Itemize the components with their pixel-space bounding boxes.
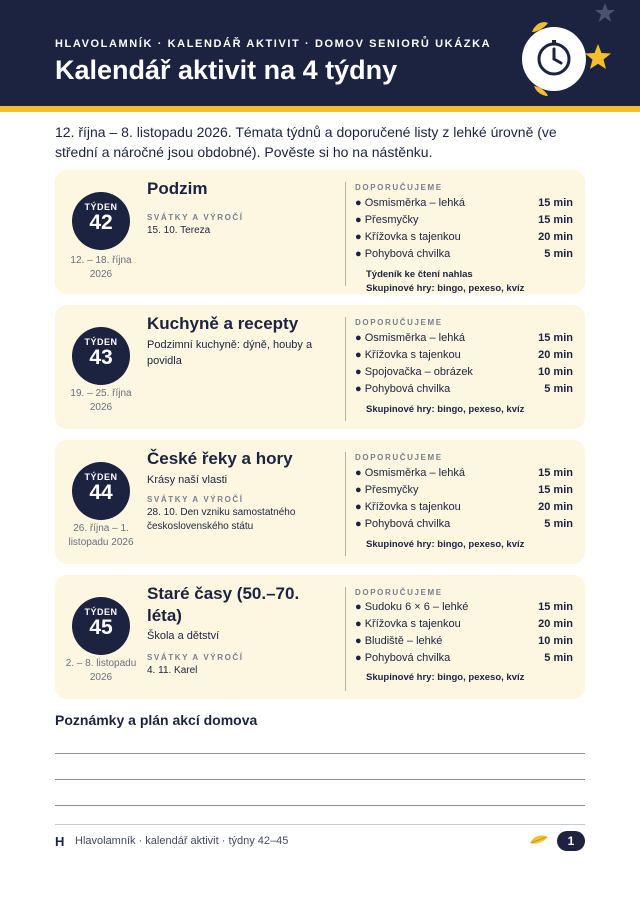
activity-minutes: 15 min bbox=[538, 197, 573, 209]
week-subtitle: Podzimní kuchyně: dýně, houby a povidla bbox=[147, 339, 313, 367]
week-badge bbox=[72, 192, 130, 250]
star-outline-icon bbox=[594, 2, 616, 24]
note-line bbox=[55, 779, 585, 780]
activity-name: ● Přesmyčky bbox=[355, 214, 419, 226]
week-label: TÝDEN bbox=[84, 337, 118, 347]
week-dates: 2. – 8. listopadu 2026 bbox=[65, 658, 137, 683]
activity-name: ● Křížovka s tajenkou bbox=[355, 501, 461, 513]
activity-minutes: 5 min bbox=[544, 518, 573, 530]
week-subtitle: Krásy naší vlasti bbox=[147, 474, 228, 486]
holidays-label: SVÁTKY A VÝROČÍ bbox=[147, 213, 244, 222]
holidays-label: SVÁTKY A VÝROČÍ bbox=[147, 495, 244, 504]
week-theme: Staré časy (50.–70. léta) bbox=[147, 584, 300, 625]
week-dates: 12. – 18. října 2026 bbox=[70, 255, 132, 280]
week-number: 45 bbox=[89, 616, 113, 639]
week-dates: 19. – 25. října 2026 bbox=[70, 388, 132, 413]
list-item bbox=[355, 499, 573, 516]
list-item bbox=[355, 599, 573, 616]
holidays-label: SVÁTKY A VÝROČÍ bbox=[147, 653, 244, 662]
week-number: 43 bbox=[89, 346, 113, 369]
list-item bbox=[355, 364, 573, 381]
note-line bbox=[55, 753, 585, 754]
group-games-note: Skupinové hry: bingo, pexeso, kvíz bbox=[366, 404, 525, 415]
activity-minutes: 15 min bbox=[538, 214, 573, 226]
page-header bbox=[0, 0, 640, 106]
activity-minutes: 20 min bbox=[538, 501, 573, 513]
activity-name: ● Křížovka s tajenkou bbox=[355, 349, 461, 361]
header-accent-stripe bbox=[0, 106, 640, 112]
holidays-text: 15. 10. Tereza bbox=[147, 225, 211, 236]
footer-logo: H bbox=[55, 834, 65, 849]
recommend-label: DOPORUČUJEME bbox=[355, 318, 443, 327]
activity-minutes: 5 min bbox=[544, 383, 573, 395]
holidays-text: 4. 11. Karel bbox=[147, 665, 198, 676]
card-divider bbox=[345, 317, 346, 421]
recommend-label: DOPORUČUJEME bbox=[355, 453, 443, 462]
activity-name: ● Sudoku 6 × 6 – lehké bbox=[355, 601, 469, 613]
intro-text: 12. října – 8. listopadu 2026. Témata týdnů a doporučené listy z lehké úrovně (ve střední a náročné jsou obdobné). Pověste si ho na nástěnku. bbox=[55, 124, 557, 160]
week-label: TÝDEN bbox=[84, 472, 118, 482]
week-label: TÝDEN bbox=[84, 202, 118, 212]
holidays-text: 28. 10. Den vzniku samostatného československého státu bbox=[147, 507, 296, 532]
activity-minutes: 15 min bbox=[538, 484, 573, 496]
activity-list bbox=[355, 599, 573, 667]
activity-minutes: 5 min bbox=[544, 652, 573, 664]
activity-name: ● Pohybová chvilka bbox=[355, 652, 451, 664]
week-number: 42 bbox=[89, 211, 113, 234]
activity-name: ● Spojovačka – obrázek bbox=[355, 366, 473, 378]
star-icon bbox=[583, 42, 613, 72]
footer-text: Hlavolamník · kalendář aktivit · týdny 42–45 bbox=[75, 835, 289, 847]
activity-minutes: 15 min bbox=[538, 332, 573, 344]
list-item bbox=[355, 482, 573, 499]
list-item bbox=[355, 650, 573, 667]
list-item bbox=[355, 633, 573, 650]
week-label: TÝDEN bbox=[84, 607, 118, 617]
list-item bbox=[355, 246, 573, 263]
group-games-note: Skupinové hry: bingo, pexeso, kvíz bbox=[366, 672, 525, 683]
reading-note: Týdeník ke čtení nahlas bbox=[366, 269, 473, 280]
page-title: Kalendář aktivit na 4 týdny bbox=[55, 55, 398, 85]
list-item bbox=[355, 616, 573, 633]
card-divider bbox=[345, 182, 346, 286]
card-divider bbox=[345, 587, 346, 691]
week-theme: Podzim bbox=[147, 179, 208, 198]
leaf-icon bbox=[528, 833, 550, 847]
week-badge bbox=[72, 462, 130, 520]
recommend-label: DOPORUČUJEME bbox=[355, 183, 443, 192]
list-item bbox=[355, 347, 573, 364]
activity-name: ● Pohybová chvilka bbox=[355, 383, 451, 395]
list-item bbox=[355, 465, 573, 482]
activity-name: ● Pohybová chvilka bbox=[355, 518, 451, 530]
activity-name: ● Osmisměrka – lehká bbox=[355, 467, 465, 479]
activity-name: ● Křížovka s tajenkou bbox=[355, 231, 461, 243]
group-games-note: Skupinové hry: bingo, pexeso, kvíz bbox=[366, 283, 525, 294]
activity-minutes: 10 min bbox=[538, 635, 573, 647]
list-item bbox=[355, 516, 573, 533]
week-badge bbox=[72, 597, 130, 655]
group-games-note: Skupinové hry: bingo, pexeso, kvíz bbox=[366, 539, 525, 550]
week-badge bbox=[72, 327, 130, 385]
week-theme: Kuchyně a recepty bbox=[147, 314, 299, 333]
activity-minutes: 15 min bbox=[538, 601, 573, 613]
activity-name: ● Osmisměrka – lehká bbox=[355, 197, 465, 209]
activity-name: ● Bludiště – lehké bbox=[355, 635, 443, 647]
activity-name: ● Křížovka s tajenkou bbox=[355, 618, 461, 630]
page-number: 1 bbox=[557, 831, 585, 851]
activity-list bbox=[355, 330, 573, 398]
activity-name: ● Pohybová chvilka bbox=[355, 248, 451, 260]
list-item bbox=[355, 195, 573, 212]
week-subtitle: Škola a dětství bbox=[147, 630, 220, 642]
list-item bbox=[355, 212, 573, 229]
card-divider bbox=[345, 452, 346, 556]
activity-minutes: 20 min bbox=[538, 231, 573, 243]
activity-minutes: 10 min bbox=[538, 366, 573, 378]
clock-badge bbox=[522, 27, 586, 91]
activity-list bbox=[355, 195, 573, 263]
week-theme: České řeky a hory bbox=[147, 449, 293, 468]
header-kicker: HLAVOLAMNÍK · KALENDÁŘ AKTIVIT · DOMOV SENIORŮ UKÁZKA bbox=[55, 38, 492, 50]
activity-minutes: 20 min bbox=[538, 349, 573, 361]
list-item bbox=[355, 330, 573, 347]
activity-minutes: 15 min bbox=[538, 467, 573, 479]
week-card bbox=[55, 440, 585, 564]
activity-list bbox=[355, 465, 573, 533]
week-card bbox=[55, 170, 585, 294]
week-card bbox=[55, 305, 585, 429]
activity-name: ● Přesmyčky bbox=[355, 484, 419, 496]
week-dates: 26. října – 1. listopadu 2026 bbox=[68, 523, 134, 548]
activity-minutes: 20 min bbox=[538, 618, 573, 630]
list-item bbox=[355, 229, 573, 246]
notes-title: Poznámky a plán akcí domova bbox=[55, 712, 258, 728]
recommend-label: DOPORUČUJEME bbox=[355, 588, 443, 597]
week-number: 44 bbox=[89, 481, 113, 504]
clock-icon bbox=[522, 27, 586, 91]
note-line bbox=[55, 805, 585, 806]
activity-name: ● Osmisměrka – lehká bbox=[355, 332, 465, 344]
list-item bbox=[355, 381, 573, 398]
footer-divider bbox=[55, 824, 585, 825]
week-card bbox=[55, 575, 585, 699]
activity-minutes: 5 min bbox=[544, 248, 573, 260]
